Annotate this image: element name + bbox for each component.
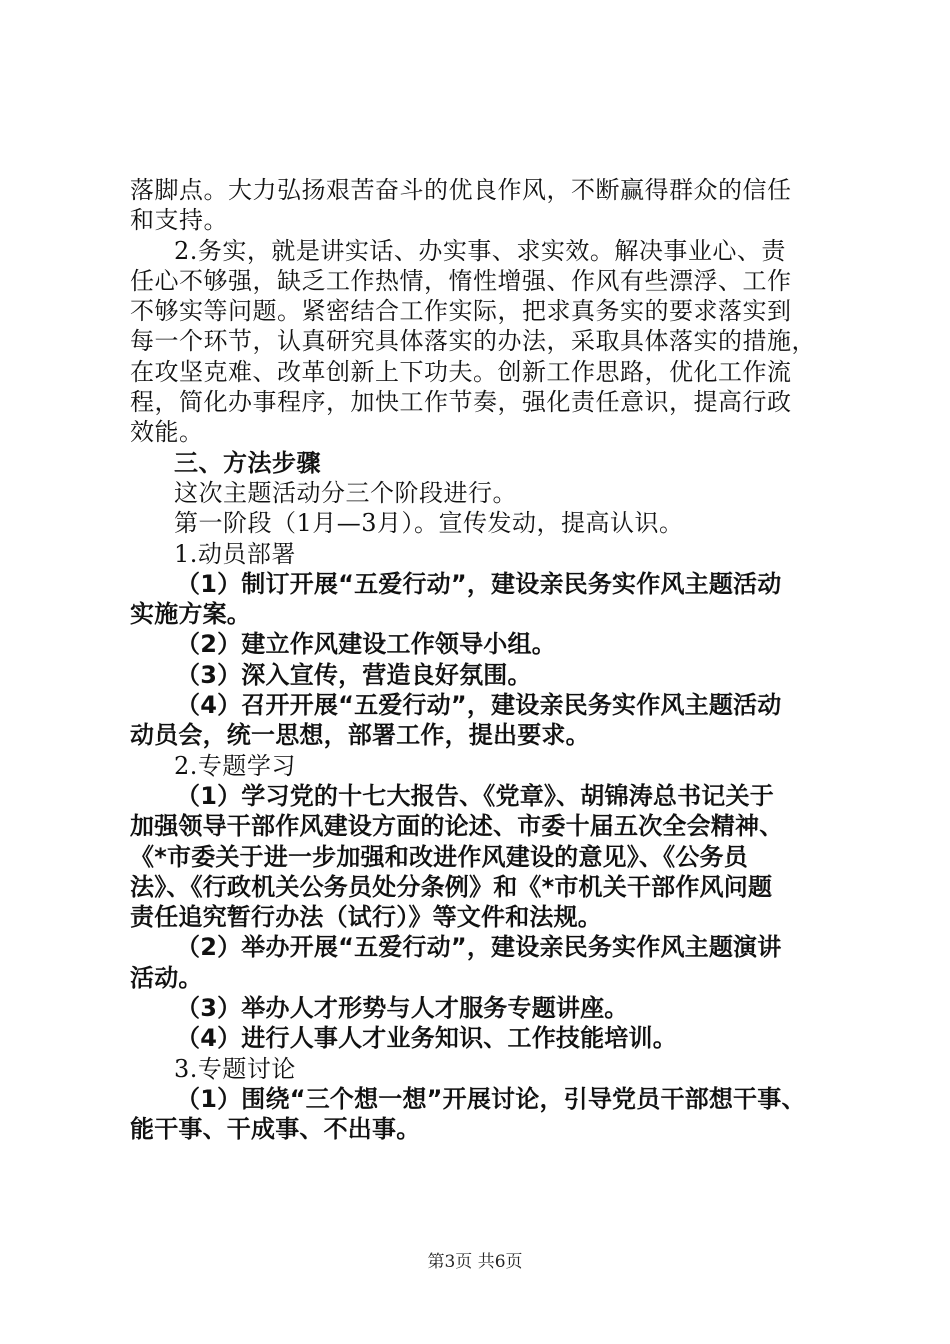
subsection-heading: 2.专题学习 [174,751,296,780]
paragraph-line: 2.务实，就是讲实话、办实事、求实效。解决事业心、责 [174,236,786,265]
section-heading: 三、方法步骤 [174,447,321,477]
list-item: （1）围绕“三个想一想”开展讨论，引导党员干部想干事、 [176,1084,806,1113]
list-item: （1）学习党的十七大报告、《党章》、胡锦涛总书记关于 [176,781,774,810]
list-item-continuation: 活动。 [130,963,203,992]
list-item-continuation: 《*市委关于进一步加强和改进作风建设的意见》、《公务员 [130,842,748,871]
list-item-continuation: 动员会，统一思想，部署工作，提出要求。 [130,721,590,750]
paragraph-line: 落脚点。大力弘扬艰苦奋斗的优良作风，不断赢得群众的信任 [130,176,792,204]
list-item: （3）举办人才形势与人才服务专题讲座。 [176,994,629,1023]
list-item-continuation: 能干事、干成事、不出事。 [130,1115,421,1144]
paragraph-line: 每一个环节，认真研究具体落实的办法，采取具体落实的措施， [130,327,816,356]
list-item-continuation: 加强领导干部作风建设方面的论述、市委十届五次全会精神、 [130,812,784,841]
paragraph-line: 任心不够强，缺乏工作热情，惰性增强、作风有些漂浮、工作 [130,266,792,295]
paragraph-line: 和支持。 [130,206,228,235]
subsection-heading: 1.动员部署 [174,539,296,568]
paragraph-line: 效能。 [130,418,204,447]
list-item: （4）召开开展“五爱行动”，建设亲民务实作风主题活动 [176,691,782,720]
list-item: （2）举办开展“五爱行动”，建设亲民务实作风主题演讲 [176,933,782,962]
list-item: （4）进行人事人才业务知识、工作技能培训。 [176,1024,677,1053]
list-item-continuation: 责任追究暂行办法（试行）》等文件和法规。 [130,903,602,932]
paragraph-line: 不够实等问题。紧密结合工作实际，把求真务实的要求落实到 [130,297,792,326]
paragraph-line: 在攻坚克难、改革创新上下功夫。创新工作思路，优化工作流 [130,357,792,386]
list-item: （3）深入宣传，营造良好氛围。 [176,660,532,689]
list-item-continuation: 实施方案。 [130,600,251,629]
list-item: （2）建立作风建设工作领导小组。 [176,630,556,659]
paragraph-line: 第一阶段（1月—3月）。宣传发动，提高认识。 [174,509,684,538]
subsection-heading: 3.专题讨论 [174,1054,296,1083]
list-item-continuation: 法》、《行政机关公务员处分条例》和《*市机关干部作风问题 [130,872,773,901]
document-body [130,175,830,1145]
paragraph-line: 这次主题活动分三个阶段进行。 [174,478,517,507]
page-number: 第3页 共6页 [427,1252,523,1272]
paragraph-line: 程，简化办事程序，加快工作节奏，强化责任意识，提高行政 [130,388,792,417]
list-item: （1）制订开展“五爱行动”，建设亲民务实作风主题活动 [176,569,782,598]
